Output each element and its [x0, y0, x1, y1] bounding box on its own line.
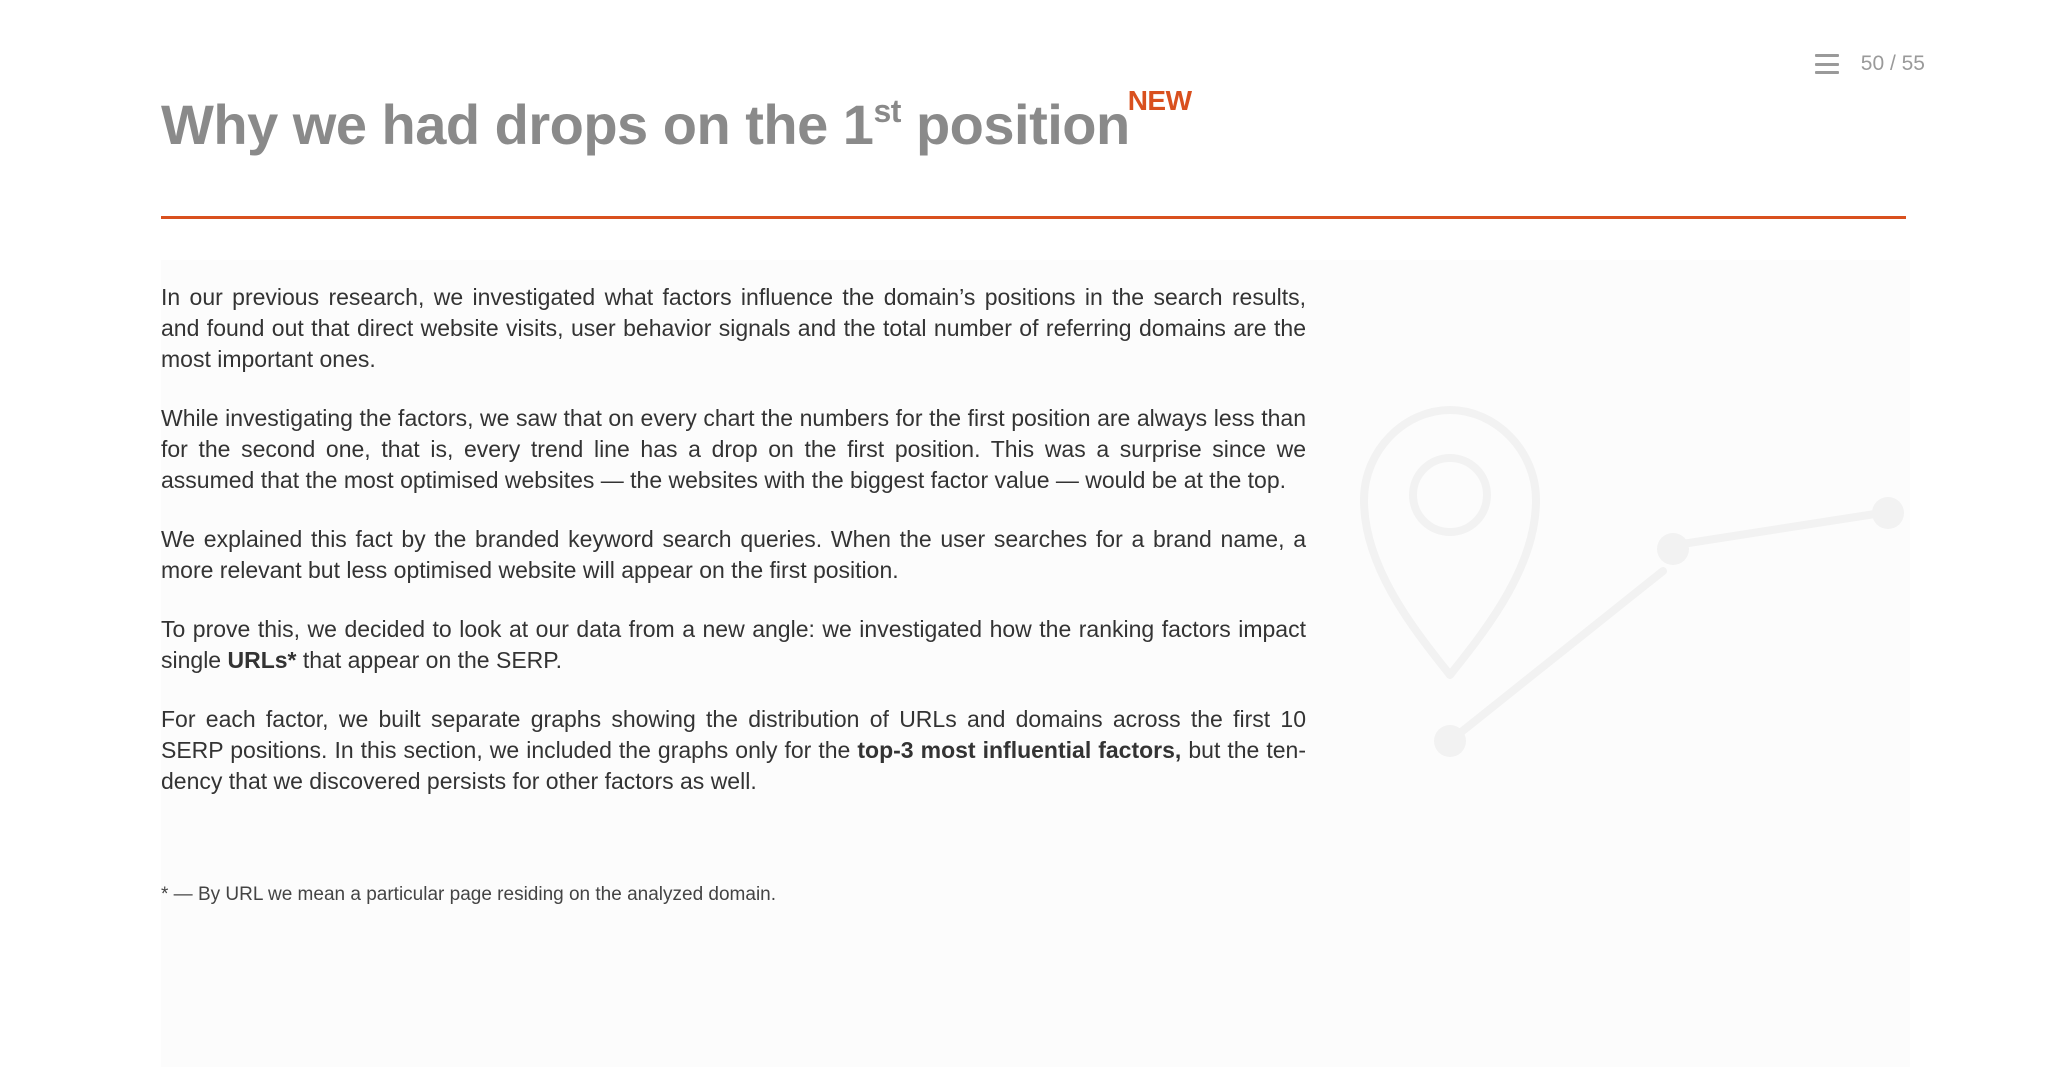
paragraph-4	[161, 614, 1306, 676]
top-factors-term: top-3 most influential factors,	[857, 737, 1182, 763]
paragraph-5-text-end: but the ten-dency that we discovered persists for other factors as well.	[161, 737, 1306, 794]
page-indicator: 50 / 55	[1860, 52, 1925, 75]
title-divider	[161, 216, 1906, 219]
footnote: * — By URL we mean a particular page residing on the analyzed domain.	[161, 884, 777, 905]
title-rest: position	[900, 93, 1130, 156]
paragraph-2: While investigating the factors, we saw that on every chart the numbers for the first position are always less than for the second one, that is, every trend line has a drop on the first position. This was a surprise since we assumed that the most optimised websites — the websites with the biggest factor value — would be at the top.	[161, 405, 1306, 493]
map-pin-icon	[1364, 410, 1536, 675]
slide-title	[161, 85, 1192, 157]
title-main: Why we had drops on the 1	[161, 93, 874, 156]
paragraph-5-text: For each factor, we built separate graphs showing the distribution of URLs and domains across the first 10 SERP positions. In this section, we included the graphs only for the	[161, 706, 1306, 763]
paragraph-1: In our previous research, we investigated what factors influence the domain’s positions in the search results, and found out that direct website visits, user behavior signals and the total number of referring domains are the most important ones.	[161, 284, 1306, 372]
paragraph-3: We explained this fact by the branded keyword search queries. When the user searches for a brand name, a more relevant but less optimised website will appear on the first position.	[161, 526, 1306, 583]
paragraph-4-text: To prove this, we decided to look at our data from a new angle: we investigated how the ranking factors impact single	[161, 616, 1306, 673]
paragraph-5	[161, 704, 1306, 797]
paragraph-4-text-end: that appear on the SERP.	[296, 647, 563, 673]
body-text	[161, 282, 1306, 825]
hamburger-menu-icon[interactable]	[1815, 54, 1839, 74]
urls-term: URLs*	[227, 647, 297, 673]
decorative-illustration	[1350, 395, 1920, 775]
title-ordinal: st	[873, 93, 901, 129]
route-line-icon	[1434, 497, 1904, 757]
slide-navigation	[1815, 52, 1925, 76]
new-badge: NEW	[1127, 85, 1192, 116]
